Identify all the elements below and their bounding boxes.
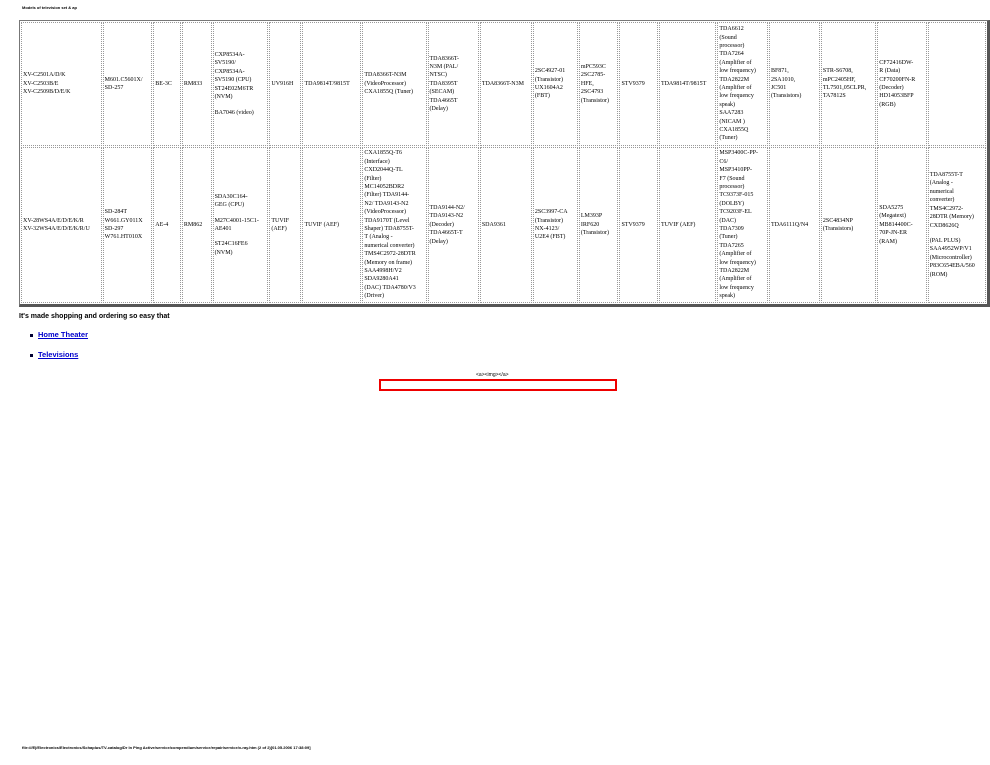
- cell-line: CXP8534A-: [214, 52, 245, 59]
- table-cell: [213, 22, 269, 146]
- cell-line: (Transistor): [534, 217, 564, 224]
- cell-line: SV5190/: [214, 60, 236, 67]
- cell-line: XV-32WS4A/E/D/E/K/R/U: [23, 226, 90, 232]
- table-cell: [103, 147, 153, 303]
- table-cell: [877, 147, 926, 303]
- cell-line: TDA8366T-: [429, 55, 459, 62]
- cell-line: numerical converter): [364, 242, 415, 249]
- cell-line: LM393P: [580, 213, 603, 220]
- cell-line: T (Analog -: [364, 234, 393, 241]
- cell-line: low frequency: [719, 93, 754, 100]
- cell-line: (Transistor): [534, 76, 564, 83]
- cell-line: (RAM): [879, 238, 897, 245]
- cell-line: TDA7309: [719, 226, 744, 232]
- cell-line: SAA4998H/V2: [364, 268, 402, 275]
- cell-line: TDA8366T-N3M: [481, 80, 524, 87]
- cell-line: TMS4C2972-28DTR: [364, 251, 416, 258]
- cell-line: speak): [719, 101, 736, 108]
- cell-line: (DOLBY): [719, 200, 745, 207]
- table-cell: [533, 147, 578, 303]
- cell-line: ST24C16FE6: [214, 241, 248, 248]
- table-cell: [21, 22, 102, 146]
- table-cell: [269, 22, 301, 146]
- cell-line: (Megatext): [879, 213, 906, 220]
- table-cell: [821, 22, 876, 146]
- cell-line: 2SC4834NP: [822, 217, 853, 224]
- cell-line: CF70200FN-R: [879, 76, 916, 83]
- cell-line: SD-257: [104, 85, 124, 91]
- table-row: [21, 147, 986, 303]
- cell-line: CXA1855Q-T6: [364, 150, 403, 157]
- cell-line: (Amplifier of: [719, 85, 752, 91]
- page-footer: file:///E|/Electronics/Electronics/Schaplus/TV-catalog/Dr In Ping Active/service/compendium/service/repair/service/x-ray.htm (2 of 2)[01.05.2006 17:38:09]: [22, 745, 311, 750]
- list-item: [29, 330, 88, 350]
- cell-line: (Delay): [429, 106, 448, 113]
- cell-line: (Decoder): [879, 85, 904, 91]
- cell-line: (Decoder): [429, 221, 454, 228]
- cell-line: TUVIF: [271, 217, 290, 224]
- cell-line: SDA30C164-: [214, 193, 248, 200]
- cell-line: 2SC4927-01: [534, 68, 566, 75]
- ad-banner[interactable]: [379, 379, 617, 391]
- table-cell: [302, 22, 361, 146]
- table-cell: [480, 22, 532, 146]
- models-table: [19, 20, 990, 307]
- cell-line: (Filter) TDA9144-: [364, 192, 410, 199]
- cell-line: (Sound: [719, 34, 737, 41]
- cell-line: 2SC4793: [580, 89, 604, 96]
- cell-line: low frequency): [719, 68, 756, 75]
- cell-line: TDA8755T-T: [929, 172, 963, 179]
- cell-line: CXP8534A-: [214, 68, 245, 75]
- cell-line: W661.GY011X: [104, 217, 143, 224]
- cell-line: MSP3410PP-: [719, 167, 753, 174]
- cell-line: (ROM): [929, 271, 948, 278]
- cell-line: GEG (CPU): [214, 202, 245, 209]
- cell-line: STV9379: [621, 221, 645, 228]
- cell-line: TC9203F-EL: [719, 209, 752, 216]
- cell-line: TDA9144-N2/: [429, 204, 465, 211]
- table-cell: [659, 22, 716, 146]
- list-item: [29, 350, 88, 370]
- table-cell: [362, 22, 426, 146]
- cell-line: SV5190 (CPU): [214, 77, 252, 84]
- table-cell: [928, 147, 986, 303]
- cell-line: C6/: [719, 158, 729, 165]
- table-cell: [619, 22, 657, 146]
- page-header: Models of television set & ap: [22, 5, 77, 10]
- cell-line: TDA4665T: [429, 97, 458, 104]
- cell-line: MC14052BDR2: [364, 183, 405, 190]
- cell-line: mPC2405HF,: [822, 76, 856, 83]
- cell-line: XV-C2501A/D/K: [23, 72, 66, 79]
- cell-line: (Amplifier of: [719, 276, 752, 283]
- table-cell: [182, 147, 212, 303]
- cell-line: TDA8395T: [429, 80, 458, 87]
- table-cell: [619, 147, 657, 303]
- cell-line: (Interface): [364, 158, 390, 165]
- cell-line: converter): [929, 197, 955, 204]
- cell-line: (Analog -: [929, 180, 953, 187]
- cell-line: 2SC3997-CA: [534, 209, 568, 216]
- cell-line: XV-C2503B/E: [23, 80, 59, 87]
- cell-line: (Filter): [364, 175, 382, 182]
- cell-line: XV-C2509B/D/E/K: [23, 89, 71, 96]
- cell-line: SD-284T: [104, 209, 127, 216]
- cell-line: M601.C5601X/: [104, 76, 143, 83]
- cell-line: low frequency: [719, 284, 754, 291]
- cell-line: CXD8626Q: [929, 222, 959, 229]
- cell-line: SDA9361: [481, 221, 506, 228]
- table-cell: [103, 22, 153, 146]
- cell-line: N3M (PAL/: [429, 63, 459, 70]
- cell-line: UV916H: [271, 80, 294, 87]
- cell-line: (VideoProcessor): [364, 209, 407, 216]
- table-cell: [153, 147, 181, 303]
- cell-line: STV9379: [621, 80, 645, 87]
- table-cell: [153, 22, 181, 146]
- cell-line: AE-4: [155, 221, 169, 228]
- cell-line: 2SA1010,: [770, 76, 796, 83]
- table-row: [21, 22, 986, 146]
- cell-line: (Driver): [364, 293, 385, 300]
- cell-line: W761.HT010X: [104, 234, 143, 241]
- cell-line: SAA7283: [719, 110, 744, 117]
- table-cell: [302, 147, 361, 303]
- cell-line: (SECAM): [429, 89, 455, 96]
- cell-line: 70P-JN-ER: [879, 230, 907, 237]
- cell-line: (DAC) TDA4780/V3: [364, 284, 416, 291]
- table-cell: [717, 22, 768, 146]
- cell-line: HFE,: [580, 80, 594, 87]
- table-cell: [21, 147, 102, 303]
- cell-line: XV-28WS4A/E/D/E/K/R: [23, 217, 84, 224]
- cell-line: (Amplifier of: [719, 251, 752, 258]
- cell-line: (Transistor): [580, 97, 609, 104]
- cell-line: TMS4C2972-: [929, 205, 964, 212]
- table-cell: [877, 22, 926, 146]
- cell-line: 28DTR (Memory): [929, 214, 974, 221]
- table-cell: [213, 147, 269, 303]
- table-cell: [182, 22, 212, 146]
- cell-line: speak): [719, 293, 736, 300]
- cell-line: TDA6111Q/N4: [770, 221, 809, 228]
- cell-line: TDA4665T-T: [429, 230, 463, 237]
- cell-line: TUVIF (AEF): [660, 221, 696, 228]
- cell-line: RM862: [183, 221, 203, 228]
- cell-line: TDA9170T (Level: [364, 217, 410, 224]
- cell-line: processor): [719, 183, 745, 190]
- cell-line: TDA2822M: [719, 268, 750, 275]
- cell-line: MSP3400C-PP-: [719, 150, 759, 157]
- cell-line: Shaper) TDA8755T-: [364, 226, 414, 232]
- cell-line: SDA5275: [879, 204, 904, 211]
- cell-line: processor): [719, 42, 745, 49]
- table-cell: [533, 22, 578, 146]
- table-cell: [362, 147, 426, 303]
- cell-line: TDA7265: [719, 242, 744, 249]
- cell-line: STR-S6708,: [822, 68, 853, 75]
- cell-line: TDA9814T/9815T: [660, 80, 707, 87]
- cell-line: SDA9280A41: [364, 276, 399, 283]
- table-cell: [269, 147, 301, 303]
- table-cell: [769, 22, 820, 146]
- cell-line: (Memory on frame): [364, 259, 413, 266]
- cell-line: (NICAM ): [719, 118, 745, 125]
- table-cell: [480, 147, 532, 303]
- cell-line: RM833: [183, 80, 203, 87]
- cell-line: 2SC2785-: [580, 72, 606, 79]
- cell-line: TA7812S: [822, 93, 846, 100]
- cell-line: AE401: [214, 226, 232, 232]
- cell-line: (DAC): [719, 217, 737, 224]
- cell-line: (FBT): [534, 93, 550, 100]
- table-cell: [579, 22, 619, 146]
- cell-line: TUVIF (AEF): [304, 221, 339, 228]
- cell-line: R (Data): [879, 68, 901, 75]
- cell-line: mPC593C: [580, 63, 606, 70]
- cell-line: (NVM): [214, 94, 233, 101]
- cell-line: (Transistors): [770, 93, 802, 100]
- cell-line: (Tuner): [719, 234, 738, 241]
- cell-line: IRF620: [580, 221, 600, 228]
- cell-line: (Amplifier of: [719, 59, 752, 66]
- cell-line: (AEF): [271, 226, 287, 232]
- cell-line: NX-4123/: [534, 226, 560, 232]
- cell-line: (VideoProcessor): [364, 80, 407, 87]
- cell-line: BE-3C: [155, 80, 172, 87]
- cell-line: (PAL PLUS): [929, 237, 961, 244]
- cell-line: TDA9143-N2: [429, 213, 464, 220]
- cell-line: U2E4 (FBT): [534, 234, 566, 241]
- cell-line: (Transistor): [580, 230, 609, 237]
- cell-line: numerical: [929, 188, 954, 195]
- cell-line: MB814400C-: [879, 221, 913, 228]
- cell-line: CF72416DW-: [879, 59, 914, 66]
- cell-line: TDA6612: [719, 26, 744, 33]
- cell-line: TL7501,05CLPR,: [822, 85, 867, 91]
- table-cell: [428, 147, 479, 303]
- cell-line: (NVM): [214, 249, 233, 256]
- intro-text: It's made shopping and ordering so easy that: [19, 313, 170, 320]
- table-cell: [769, 147, 820, 303]
- cell-line: M27C4001-15C1-: [214, 217, 259, 224]
- cell-line: BF871,: [770, 68, 789, 75]
- cell-line: (Transistors): [822, 226, 854, 232]
- cell-line: TDA2822M: [719, 76, 750, 83]
- table-cell: [428, 22, 479, 146]
- cell-line: (Microcontroller): [929, 254, 972, 261]
- cell-line: CXA1855Q: [719, 127, 749, 134]
- cell-line: (Delay): [429, 238, 448, 245]
- table-cell: [821, 147, 876, 303]
- cell-line: (RGB): [879, 101, 896, 108]
- table-cell: [717, 147, 768, 303]
- cell-line: SD-297: [104, 226, 124, 232]
- home-theater-link[interactable]: Home Theater: [38, 330, 89, 339]
- cell-line: UX1604A2: [534, 85, 563, 91]
- cell-line: P83C654EBA/560: [929, 263, 975, 270]
- cell-line: ST24E02M6TR: [214, 85, 254, 92]
- ad-placeholder-text: <a><img></a>: [476, 372, 509, 378]
- cell-line: SAA4952WP/V1: [929, 246, 972, 253]
- cell-line: JC501: [770, 85, 787, 91]
- cell-line: TDA9814T/9815T: [304, 80, 350, 87]
- televisions-link[interactable]: Televisions: [38, 350, 79, 359]
- category-links: [29, 330, 88, 370]
- table-cell: [659, 147, 716, 303]
- cell-line: NTSC): [429, 72, 447, 79]
- cell-line: (Tuner): [719, 135, 738, 142]
- cell-line: TDA7264: [719, 51, 744, 58]
- table-cell: [928, 22, 986, 146]
- cell-line: BA7046 (video): [214, 109, 254, 116]
- cell-line: F7 (Sound: [719, 175, 745, 182]
- table-cell: [579, 147, 619, 303]
- cell-line: low frequency): [719, 259, 756, 266]
- cell-line: TDA8366T-N3M: [364, 72, 407, 79]
- cell-line: CXA1855Q (Tuner): [364, 89, 414, 96]
- cell-line: HD14053BFP: [879, 93, 914, 100]
- cell-line: TC9373F-015: [719, 192, 754, 199]
- cell-line: N2/ TDA9143-N2: [364, 200, 409, 207]
- cell-line: CXD2044Q-TL: [364, 167, 403, 174]
